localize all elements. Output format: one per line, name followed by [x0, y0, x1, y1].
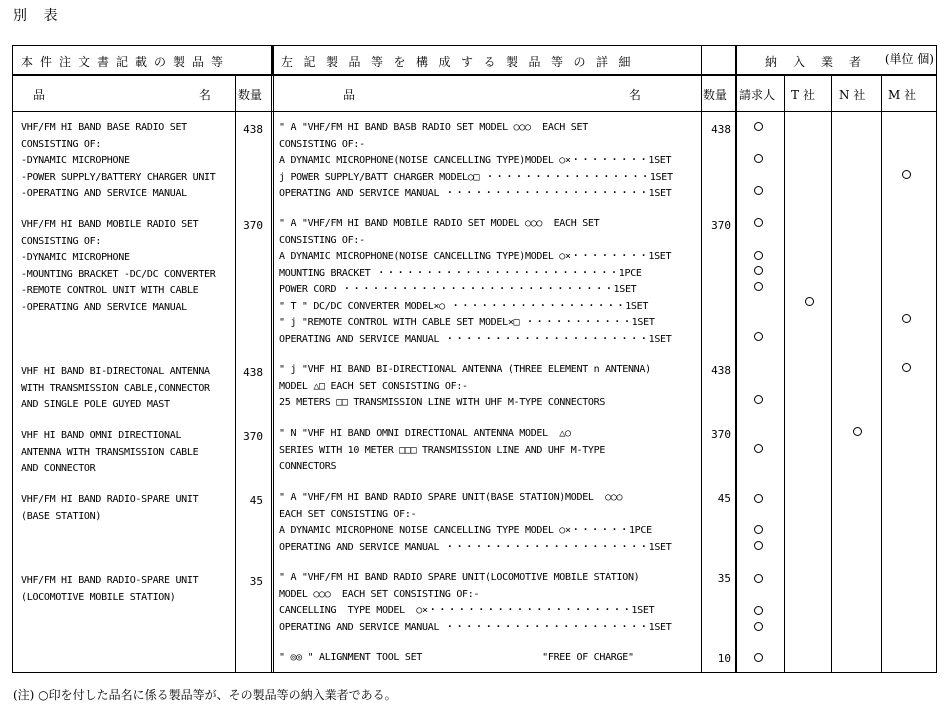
supplier-mark — [754, 251, 763, 260]
header-detail-qty: 数量 — [703, 88, 728, 102]
header-name: 品 名 — [33, 88, 211, 102]
item-name: VHF/FM HI BAND MOBILE RADIO SET CONSISTING OF: -DYNAMIC MICROPHONE -MOUNTING BRACKET -DC/DC CONVERTER -REMOTE CONTROL UNIT WITH CABLE -OPERATING AND SERVICE MANUAL — [21, 219, 216, 313]
item-detail: " A "VHF/FM HI BAND RADIO SPARE UNIT(LOCOMOTIVE MOBILE STATION) MODEL ○○○ EACH SET CONSISTING OF:- CANCELLING TYPE MODEL ○×・・・・・・・・・・・・・・・・・・・・・1SET OPERATING AND SERVICE MANUAL ・・・・・・・・・・・・・・・・・・・・・1SET — [279, 572, 672, 633]
item-qty: 438 — [243, 366, 263, 379]
supplier-mark — [853, 427, 862, 436]
detail-qty: 370 — [711, 219, 731, 232]
header-n-company: N 社 — [839, 88, 866, 102]
supplier-mark — [754, 122, 763, 131]
header-group-mid: 左記製品等を構成する製品等の詳細 — [281, 55, 642, 69]
header-claimant: 請求人 — [739, 88, 776, 102]
detail-qty: 438 — [711, 123, 731, 136]
supplier-mark — [754, 395, 763, 404]
supplier-mark — [754, 494, 763, 503]
header-group-right: 納入業者 — [765, 55, 878, 69]
supplier-mark — [754, 444, 763, 453]
supplier-mark — [754, 266, 763, 275]
supplier-mark — [805, 297, 814, 306]
col-rule-n — [831, 74, 832, 672]
item-qty: 35 — [249, 575, 263, 588]
supplier-mark — [754, 186, 763, 195]
supplier-mark — [754, 574, 763, 583]
supplier-mark — [902, 314, 911, 323]
item-qty: 370 — [243, 219, 263, 232]
footnote: (注) ○印を付した品名に係る製品等が、その製品等の納入業者である。 — [13, 688, 397, 702]
detail-qty: 45 — [717, 492, 731, 505]
col-rule-detail-qty — [701, 46, 702, 672]
item-detail: " A "VHF/FM HI BAND RADIO SPARE UNIT(BASE STATION)MODEL ○○○ EACH SET CONSISTING OF:- A DYNAMIC MICROPHONE NOISE CANCELLING TYPE MODEL ○×・・・・・・1PCE OPERATING AND SERVICE MANUAL ・・・・・・・・・・・・・・・・・・・・・1SET — [279, 492, 672, 553]
item-name: VHF HI BAND OMNI DIRECTIONAL ANTENNA WITH TRANSMISSION CABLE AND CONNECTOR — [21, 430, 199, 474]
detail-qty: 370 — [711, 428, 731, 441]
item-detail: " j "VHF HI BAND BI-DIRECTIONAL ANTENNA (THREE ELEMENT n ANTENNA) MODEL △□ EACH SET CONSISTING OF:- 25 METERS □□ TRANSMISSION LINE WITH UHF M-TYPE CONNECTORS — [279, 364, 651, 408]
supplier-mark — [754, 525, 763, 534]
col-rule-qty — [271, 46, 272, 672]
unit-note: (単位 個) — [884, 52, 934, 66]
detail-qty: 438 — [711, 364, 731, 377]
supplier-mark — [902, 170, 911, 179]
document-title: 別 表 — [13, 8, 64, 24]
item-detail: " N "VHF HI BAND OMNI DIRECTIONAL ANTENNA MODEL △○ SERIES WITH 10 METER □□□ TRANSMISSION LINE AND UHF M-TYPE CONNECTORS — [279, 428, 606, 472]
item-detail: " A "VHF/FM HI BAND BASB RADIO SET MODEL ○○○ EACH SET CONSISTING OF:- A DYNAMIC MICROPHONE(NOISE CANCELLING TYPE)MODEL ○×・・・・・・・・1SET j POWER SUPPLY/BATT CHARGER MODEL○□ ・・・・・・・・・・・・・・・・・1SET OPERATING AND SERVICE MANUAL ・・・・・・・・・・・・・・・・・・・・・1SET — [279, 122, 673, 199]
col-rule-suppliers — [735, 46, 737, 672]
supplier-mark — [754, 541, 763, 550]
header-rule-1 — [13, 74, 936, 76]
item-name: VHF/FM HI BAND RADIO-SPARE UNIT (LOCOMOTIVE MOBILE STATION) — [21, 575, 199, 603]
supplier-mark — [754, 154, 763, 163]
item-qty: 45 — [249, 494, 263, 507]
detail-qty: 35 — [717, 572, 731, 585]
supplier-mark — [754, 622, 763, 631]
main-table — [12, 45, 937, 673]
col-rule-m — [881, 74, 882, 672]
detail-qty: 10 — [717, 652, 731, 665]
item-name: VHF HI BAND BI-DIRECTONAL ANTENNA WITH TRANSMISSION CABLE,CONNECTOR AND SINGLE POLE GUYED MAST — [21, 366, 210, 410]
supplier-mark — [754, 653, 763, 662]
header-t-company: T 社 — [791, 88, 815, 102]
supplier-mark — [902, 363, 911, 372]
supplier-mark — [754, 606, 763, 615]
item-detail: " ◎◎ " ALIGNMENT TOOL SET "FREE OF CHARGE" — [279, 652, 634, 663]
item-name: VHF/FM HI BAND RADIO-SPARE UNIT (BASE STATION) — [21, 494, 199, 522]
col-rule-group — [273, 46, 274, 672]
supplier-mark — [754, 332, 763, 341]
item-detail: " A "VHF/FM HI BAND MOBILE RADIO SET MODEL ○○○ EACH SET CONSISTING OF:- A DYNAMIC MICROPHONE(NOISE CANCELLING TYPE)MODEL ○×・・・・・・・・1SET MOUNTING BRACKET ・・・・・・・・・・・・・・・・・・・・・・・・・1PCE POWER CORD ・・・・・・・・・・・・・・・・・・・・・・・・・・・・1SET " T " DC/DC CONVERTER MODEL×○ ・・・・・・・・・・・・・・・・・・1SET " j "REMOTE CONTROL WITH CABLE SET MODEL×□ ・・・・・・・・・・・1SET OPERATING AND SERVICE MANUAL ・・・・・・・・・・・・・・・・・・・・・1SET — [279, 218, 672, 345]
item-qty: 438 — [243, 123, 263, 136]
item-qty: 370 — [243, 430, 263, 443]
header-group-left: 本件注文書記載の製品等 — [21, 55, 231, 69]
header-detail-name: 品 名 — [343, 88, 641, 102]
item-name: VHF/FM HI BAND BASE RADIO SET CONSISTING OF: -DYNAMIC MICROPHONE -POWER SUPPLY/BATTERY CHARGER UNIT -OPERATING AND SERVICE MANUAL — [21, 122, 216, 199]
header-rule-2 — [13, 111, 936, 112]
header-m-company: M 社 — [888, 88, 917, 102]
col-rule-t — [784, 74, 785, 672]
supplier-mark — [754, 282, 763, 291]
header-qty: 数量 — [238, 88, 263, 102]
supplier-mark — [754, 218, 763, 227]
